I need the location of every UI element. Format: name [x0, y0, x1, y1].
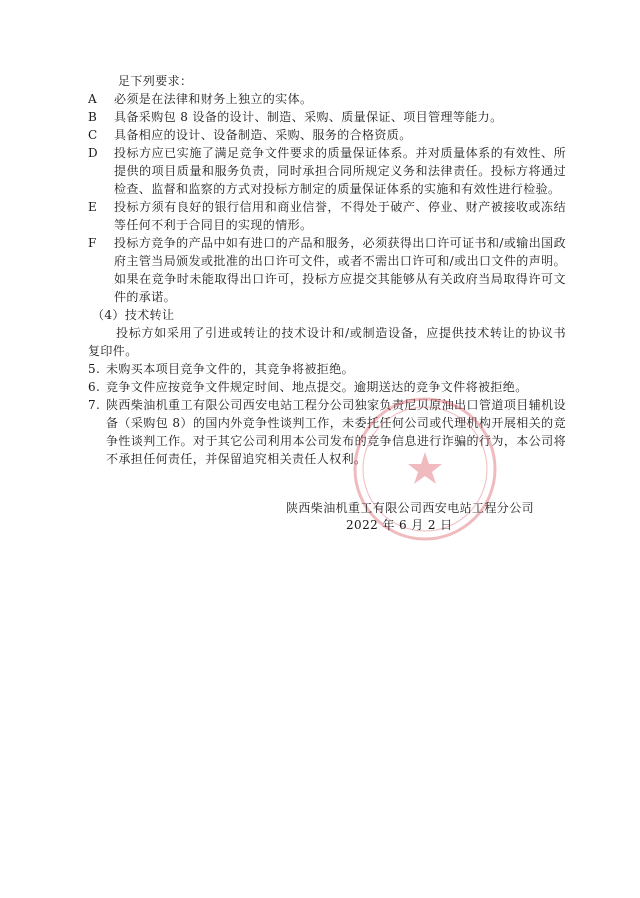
requirement-item: [88, 90, 566, 108]
section-paragraph: 投标方如采用了引进或转让的技术设计和/或制造设备，应提供技术转让的协议书复印件。: [88, 326, 566, 358]
requirement-item: [88, 108, 566, 126]
requirement-item: [88, 126, 566, 144]
requirement-item: [88, 144, 566, 198]
requirement-text: 投标方应已实施了满足竞争文件要求的质量保证体系。并对质量体系的有效性、所提供的项目质量和服务负责，同时承担合同所规定义务和法律责任。投标方将通过检查、监督和监察的方式对投标方制定的质量保证体系的实施和有效性进行检验。: [114, 146, 566, 196]
document-body: [88, 72, 566, 468]
numbered-item: [88, 360, 566, 378]
signature-block: [286, 500, 556, 534]
requirement-item: [88, 198, 566, 234]
numbered-text: 陕西柴油机重工有限公司西安电站工程分公司独家负责尼贝原油出口管道项目辅机设备（采购包 8）的国内外竞争性谈判工作，未委托任何公司或代理机构开展相关的竞争性谈判工作。对于其它公司利用本公司发布的竞争信息进行诈骗的行为，本公司将不承担任何责任，并保留追究相关责任人权利。: [106, 398, 566, 466]
signature-date: 2022 年 6 月 2 日: [346, 518, 453, 532]
intro-line: 足下列要求：: [118, 74, 193, 88]
numbered-text: 竞争文件应按竞争文件规定时间、地点提交。逾期送达的竞争文件将被拒绝。: [106, 380, 528, 394]
numbered-item: [88, 378, 566, 396]
signature-company: 陕西柴油机重工有限公司西安电站工程分公司: [286, 501, 535, 515]
requirement-text: 投标方须有良好的银行信用和商业信誉，不得处于破产、停业、财产被接收或冻结等任何不利于合同目的实现的情形。: [114, 200, 566, 232]
requirement-marker: B: [88, 110, 98, 124]
requirement-marker: E: [88, 200, 98, 214]
requirement-item: [88, 234, 566, 306]
requirement-marker: A: [88, 92, 98, 106]
requirement-text: 具备采购包 8 设备的设计、制造、采购、质量保证、项目管理等能力。: [114, 110, 503, 124]
numbered-marker: 7.: [88, 398, 101, 412]
numbered-text: 未购买本项目竞争文件的，其竞争将被拒绝。: [106, 362, 355, 376]
numbered-item: [88, 396, 566, 468]
numbered-marker: 5.: [88, 362, 101, 376]
section-title: （4）技术转让: [92, 308, 175, 322]
requirement-text: 必须是在法律和财务上独立的实体。: [114, 92, 313, 106]
requirement-text: 具备相应的设计、设备制造、采购、服务的合格资质。: [114, 128, 412, 142]
requirement-marker: D: [88, 146, 99, 160]
requirement-text: 投标方竞争的产品中如有进口的产品和服务，必须获得出口许可证书和/或输出国政府主管当局颁发或批准的出口许可文件，或者不需出口许可和/或出口文件的声明。如果在竞争时未能取得出口许可，投标方应提交其能够从有关政府当局取得许可文件的承诺。: [114, 236, 566, 304]
requirement-marker: F: [88, 236, 97, 250]
numbered-marker: 6.: [88, 380, 101, 394]
requirement-marker: C: [88, 128, 98, 142]
